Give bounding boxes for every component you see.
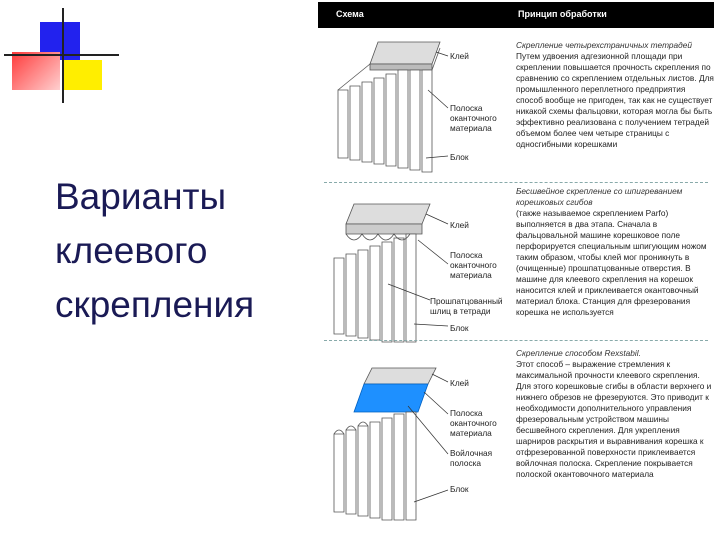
row-text: Путем удвоения адгезионной площади при скреплении повышается прочность скрепления по сравнению со скреплением отдельных листов. Для промышленного переплетного предприятия способ вообще не пригоден, так как не существует никакой схемы фальцовки, которая могла бы быть эффективно реализована с получением тетрадей объемом более чем четыре страницы с односгибными корешками	[516, 51, 714, 149]
table-header	[318, 2, 714, 28]
label-edging-strip: Полоска оканточного материала	[450, 103, 497, 133]
label-edging-strip: Полоска оканточного материала	[450, 250, 497, 280]
binding-table	[318, 2, 714, 537]
label-block: Блок	[450, 323, 469, 333]
row-title: Скрепление четырехстраничных тетрадей	[516, 40, 692, 50]
decor-square-yellow	[62, 60, 102, 90]
row-text: (также называемое скреплением Parfo) выполняется в два этапа. Сначала в фальцовальной машине корешковое поле перфорируется специальным шпигующим ножом таким образом, чтобы клей мог проникнуть в (очищенные) прошпатцованные отверстия. В машине для клеевого скрепления на корешок наносится клей и приклеивается окантовочный материал блока. Станция для фрезерования корешка не используется	[516, 208, 707, 317]
label-block: Блок	[450, 152, 469, 162]
label-felt-strip: Войлочная полоска	[450, 448, 493, 468]
table-row	[318, 30, 714, 190]
label-glue: Клей	[450, 51, 469, 61]
row-description	[516, 348, 714, 480]
table-row	[318, 342, 714, 537]
row-divider	[324, 182, 708, 183]
row-divider	[324, 340, 708, 341]
table-row	[318, 184, 714, 344]
decor-horizontal-line	[4, 54, 119, 56]
label-edging-strip: Полоска оканточного материала	[450, 408, 497, 438]
decor-square-red	[12, 52, 60, 90]
label-block: Блок	[450, 484, 469, 494]
slide-title: Варианты клеевого скрепления	[55, 176, 255, 325]
label-glue: Клей	[450, 378, 469, 388]
label-perforated-slot: Прошпатцованный шлиц в тетради	[430, 296, 503, 316]
row-description	[516, 186, 714, 318]
header-scheme: Схема	[336, 9, 364, 19]
label-glue: Клей	[450, 220, 469, 230]
binding-diagram-3	[318, 342, 508, 537]
row-title: Бесшвейное скрепление со шпигреванием корешковых сгибов	[516, 186, 683, 207]
row-description	[516, 40, 714, 150]
header-principle: Принцип обработки	[518, 9, 607, 19]
row-text: Этот способ – выражение стремления к максимальной прочности клеевого скрепления. Для этого корешковые сгибы в области верхнего и нижнего обрезов не фрезеруются. Это приводит к необходимости дополнительного управления фрезеровальным устройством машины бесшвейного скрепления. Для укрепления шарниров раскрытия и выравнивания корешка к отфрезерованной поверхности приклеивается войлочная полоска. Скрепление покрывается полоской окантовочного материала	[516, 359, 712, 479]
row-title: Скрепление способом Rexstabil.	[516, 348, 641, 358]
